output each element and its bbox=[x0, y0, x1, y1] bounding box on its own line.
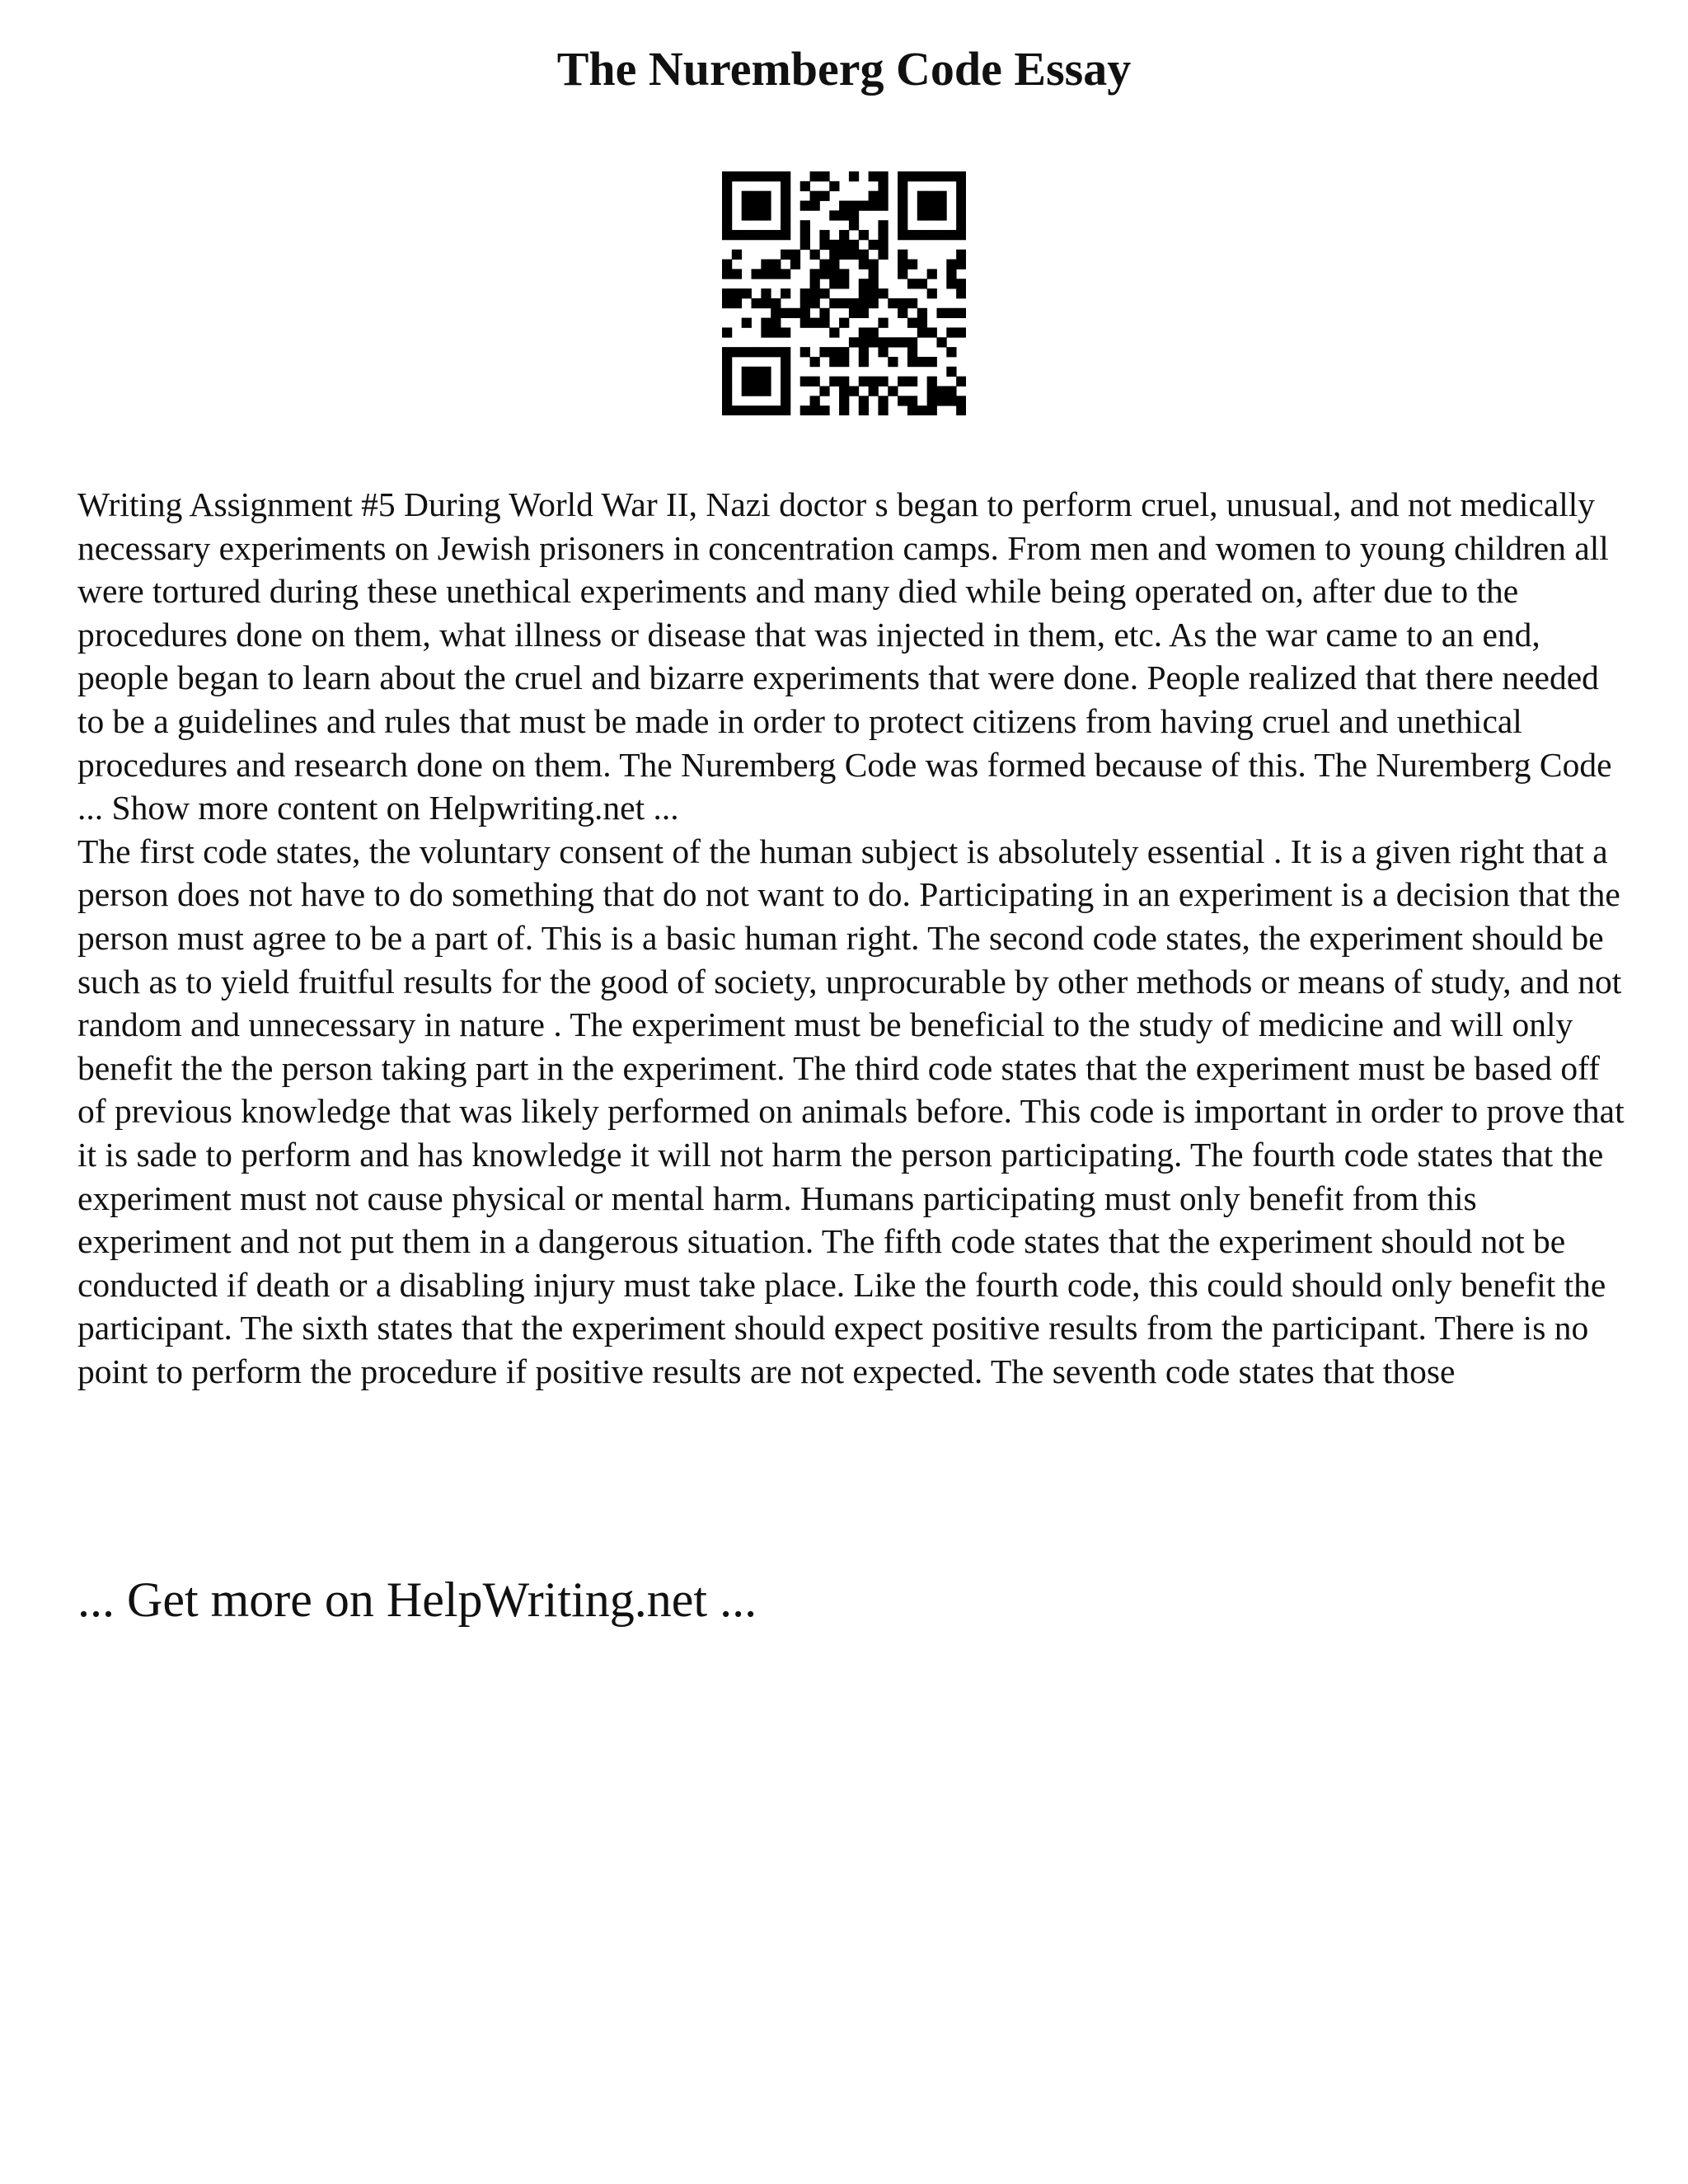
paragraph-codes: The first code states, the voluntary consent of the human subject is absolutely essential . It is a given right that a person does not have to do something that do not want to do. Participating in an experiment is a decision that the person must agree to be a part of. This is a basic human right. The second code states, the experiment should be such as to yield fruitful results for the good of society, unprocurable by other methods or means of study, and not random and unnecessary in nature . The experiment must be beneficial to the study of medicine and will only benefit the the person taking part in the experiment. The third code states that the experiment must be based off of previous knowledge that was likely performed on animals before. This code is important in order to prove that it is sade to perform and has knowledge it will not harm the person participating. The fourth code states that the experiment must not cause physical or mental harm. Humans participating must only benefit from this experiment and not put them in a dangerous situation. The fifth code states that the experiment should not be conducted if death or a disabling injury must take place. Like the fourth code, this could should only benefit the participant. The sixth states that the experiment should expect positive results from the participant. There is no point to perform the procedure if positive results are not expected. The seventh code states that those bbox=[77, 832, 1625, 1390]
get-more-link[interactable]: ... Get more on HelpWriting.net ... bbox=[77, 1572, 757, 1627]
essay-body bbox=[77, 483, 1627, 1393]
page-title: The Nuremberg Code Essay bbox=[556, 42, 1132, 96]
qr-code-icon[interactable] bbox=[722, 171, 966, 415]
paragraph-intro: Writing Assignment #5 During World War II, Nazi doctor s began to perform cruel, unusual, and not medically necessary experiments on Jewish prisoners in concentration camps. From men and women to young children all were tortured during these unethical experiments and many died while being operated on, after due to the procedures done on them, what illness or disease that was injected in them, etc. As the war came to an end, people began to learn about the cruel and bizarre experiments that were done. People realized that there needed to be a guidelines and rules that must be made in order to protect citizens from having cruel and unethical procedures and research done on them. The Nuremberg Code was formed because of this. The Nuremberg Code ... Show more content on Helpwriting.net ... bbox=[77, 485, 1612, 827]
